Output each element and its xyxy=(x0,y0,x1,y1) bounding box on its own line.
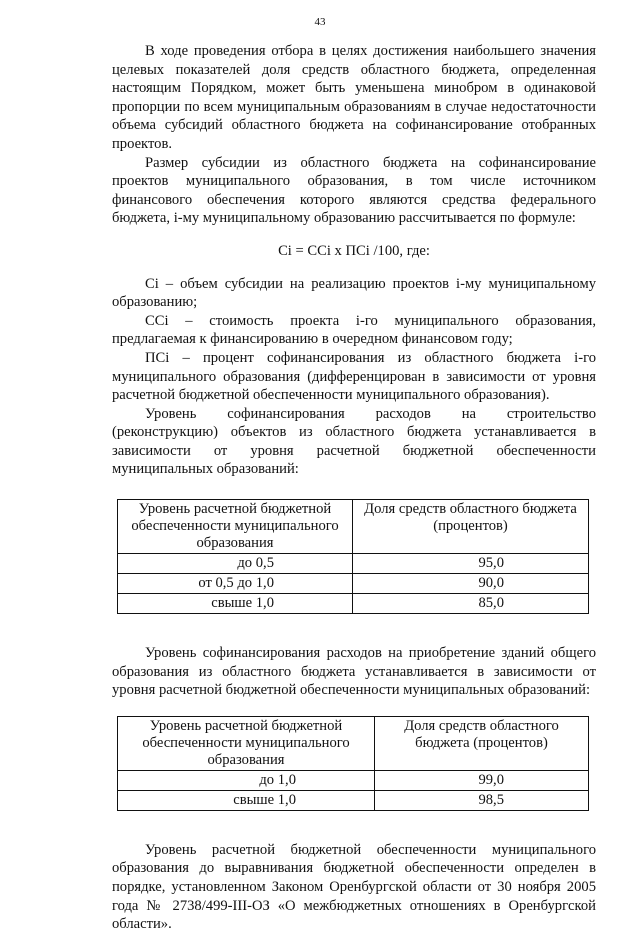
paragraph-construction-level: Уровень софинансирования расходов на строительство (реконструкцию) объектов из областного бюджета устанавливается в зависимости от уровня расчетной бюджетной обеспеченности муниципальных образований: xyxy=(112,405,596,478)
table-header-row xyxy=(118,500,589,554)
definition-psi: ПСi – процент софинансирования из областного бюджета i-го муниципального образования (дифференцирован в зависимости от уровня расчетной бюджетной обеспеченности муниципального образования). xyxy=(112,349,596,404)
page-number: 43 xyxy=(314,16,326,28)
cell-share: 99,0 xyxy=(375,770,589,790)
paragraph-subsidy-size: Размер субсидии из областного бюджета на софинансирование проектов муниципального образования, в том числе источником финансового обеспечения которого являются средства федерального бюджета, i-му муниципальному образованию рассчитывается по формуле: xyxy=(112,154,596,227)
paragraph-budget-provision: Уровень расчетной бюджетной обеспеченности муниципального образования до выравнивания бюджетной обеспеченности определен в порядке, установленном Законом Оренбургской области от 30 ноября 2005 года № 2738/499-III-ОЗ «О межбюджетных отношениях в Оренбургской области». xyxy=(112,841,596,933)
definition-cci: CCi – стоимость проекта i-го муниципального образования, предлагаемая к финансированию в очередном финансовом году; xyxy=(112,312,596,348)
table-header-row xyxy=(118,716,589,770)
column-header-share: Доля средств областного бюджета (процентов) xyxy=(353,500,589,554)
cell-level: от 0,5 до 1,0 xyxy=(118,574,353,594)
cell-share: 90,0 xyxy=(353,574,589,594)
table-row xyxy=(118,594,589,614)
definition-ci: Ci – объем субсидии на реализацию проектов i-му муниципальному образованию; xyxy=(112,275,596,311)
cell-share: 95,0 xyxy=(353,554,589,574)
table-row xyxy=(118,574,589,594)
table-buildings-cofinancing xyxy=(117,716,589,811)
cell-level: свыше 1,0 xyxy=(118,594,353,614)
paragraph-buildings-level: Уровень софинансирования расходов на приобретение зданий общего образования из областного бюджета устанавливается в зависимости от уровня расчетной бюджетной обеспеченности муниципальных образований: xyxy=(112,645,596,699)
column-header-level: Уровень расчетной бюджетной обеспеченности муниципального образования xyxy=(118,500,353,554)
page-body xyxy=(112,42,596,934)
cell-level: до 1,0 xyxy=(118,770,375,790)
table-construction-cofinancing xyxy=(117,499,589,614)
table-row xyxy=(118,770,589,790)
cell-share: 98,5 xyxy=(375,790,589,810)
table-row xyxy=(118,554,589,574)
cell-level: до 0,5 xyxy=(118,554,353,574)
paragraph-selection-share: В ходе проведения отбора в целях достижения наибольшего значения целевых показателей доля средств областного бюджета, определенная настоящим Порядком, может быть уменьшена минобром в одинаковой пропорции по всем муниципальным образованиям в случае недостаточности объема субсидий областного бюджета на софинансирование отобранных проектов. xyxy=(112,43,596,152)
subsidy-formula: Ci = CCi x ПСi /100, где: xyxy=(278,242,430,259)
column-header-share: Доля средств областного бюджета (процентов) xyxy=(375,716,589,770)
table-row xyxy=(118,790,589,810)
cell-share: 85,0 xyxy=(353,594,589,614)
spacer xyxy=(112,811,596,841)
spacer xyxy=(112,614,596,644)
column-header-level: Уровень расчетной бюджетной обеспеченности муниципального образования xyxy=(118,716,375,770)
cell-level: свыше 1,0 xyxy=(118,790,375,810)
